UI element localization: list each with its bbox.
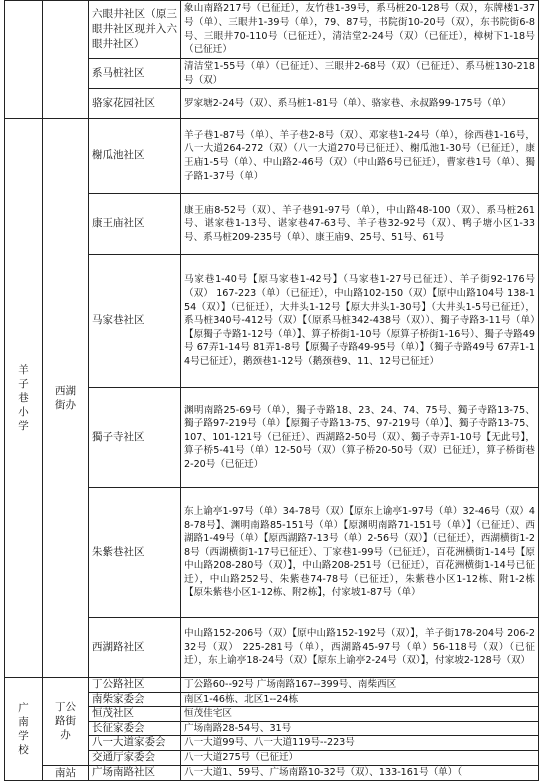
community-cell: 马家巷社区	[89, 255, 181, 388]
community-cell: 獨子寺社区	[89, 388, 181, 488]
community-cell: 丁公路社区	[89, 678, 181, 693]
community-cell: 恒茂社区	[89, 707, 181, 722]
school-name: 广南学校	[18, 701, 29, 756]
school-cell	[5, 678, 43, 781]
enrollment-table	[4, 0, 539, 781]
address-cell: 八一大道99号、八一大道119号--223号	[181, 736, 539, 751]
address-cell: 罗家塘2-24号（双）、系马桩1-81号（单）、骆家巷、永叔路99-175号（单）	[181, 89, 539, 119]
address-cell: 中山路152-206号（双）【原中山路152-192号（双）】，羊子街178-204号 206-232号（双） 225-281号（单），西湖路45-97号（单）56-118号（双）（已征迁），东上谕亭18-24号（双）【原东上谕亭2-24号（双）】，付家坡2-128号（双）	[181, 618, 539, 678]
address-cell: 象山南路217号（已征迁），友竹巷1-39号，系马桩20-128号（双），东牌楼1-37号（单）、三眼井1-39号（单），79、87号，书院街10-20号（双），东书院街6-8号、三眼井70-110号（已征迁），清洁堂2-24号（双）（已征迁），樟树下1-18号（已征迁）	[181, 1, 539, 59]
address-cell: 恒茂佳宅区	[181, 707, 539, 722]
address-cell: 东上谕亭1-97号（单）34-78号（双）【原东上谕亭1-97号（单）32-46号（双）48-78号】、渊明南路85-151号（单）【原渊明南路71-151号（单）】（已征迁）、西湖路1-49号（单）【原西湖路7-13号（单）2-56号（双）】（已征迁），西湖横街1-28号（西湖横街1-17号已征迁）、丁家巷1-99号（已征迁），百花洲横街1-14号【原中山路208-280号（双）】，中山路208-251号（已征迁），百花洲横街1-14号已征迁），中山路252号、朱紫巷74-78号（已征迁），朱紫巷小区1-12栋、附1-2栋【原朱紫巷小区1-12栋、附2栋】，付家坡1-87号（单）	[181, 488, 539, 618]
address-cell: 渊明南路25-69号（单），獨子寺路18、23、24、74、75号、獨子寺路13-75、獨子路97-219号（单）【原獨子寺路13-75、97-219号（单）】、獨子寺路13-75、107、101-121号（已征迁）、西湖路2-50号（双）、獨子寺弄1-10号【无此号】，算子桥5-41号（单）12-50号（双）（算子桥20-50号（双）已征迁），算子桥街巷2-20号（已征迁）	[181, 388, 539, 488]
community-cell: 八一大道家委会	[89, 736, 181, 751]
address-cell: 清洁堂1-55号（单）（已征迁）、三眼井2-68号（双）（已征迁）、系马桩130-218号（双）	[181, 59, 539, 89]
school-cell	[5, 119, 43, 678]
community-cell: 六眼井社区（原三眼井社区现并入六眼井社区）	[89, 1, 181, 59]
street-cell-blank	[43, 1, 89, 119]
street-name: 丁公路街办	[55, 701, 76, 742]
address-cell: 南区1-46栋、北区1--24栋	[181, 692, 539, 707]
street-cell	[43, 678, 89, 766]
street-name: 西湖街办	[55, 385, 76, 411]
community-cell: 朱紫巷社区	[89, 488, 181, 618]
address-cell: 八一大道1、59号、广场南路10-32号（双）、133-161号（单）（	[181, 765, 539, 780]
community-cell: 长征家委会	[89, 721, 181, 736]
street-cell	[43, 119, 89, 678]
address-cell: 康王庙8-52号（双）、羊子巷91-97号（单），中山路48-100（双）、系马桩261号、谌家巷1-13号、谌家巷47-63号、羊子巷32-92号（双）、鸭子塘小区1-33号、系马桩209-235号（单）、康王庙9、25号、51号、61号	[181, 194, 539, 255]
community-cell: 系马桩社区	[89, 59, 181, 89]
community-cell: 骆家花园社区	[89, 89, 181, 119]
address-cell: 马家巷1-40号【原马家巷1-42号】（马家巷1-27号已征迁）、羊子街92-176号（双） 167-223（单）（已征迁），中山路102-150（双）【原中山路104号 138-154（双）】（已征迁），大井头1-12号【原大井头1-30号】（大井头1-5号已征迁），系马桩340号-412号（双）【（原系马桩342-438号（双））、獨子寺路3-11号（单）【原獨子寺路1-12号（单）】、算子桥街1-10号（原算子桥街1-16号）、獨子寺路49号 67弄1-14号 81弄1-8号【原獨子寺路49-95号（单）】（獨子寺路49号 67弄1-14号已征迁），鹅颈巷1-12号（鹅颈巷9、11、12号已征迁）	[181, 255, 539, 388]
community-cell: 榭瓜池社区	[89, 119, 181, 194]
address-cell: 丁公路60--92号 广场南路167--399号、南柴西区	[181, 678, 539, 693]
community-cell: 交通厅家委会	[89, 750, 181, 765]
address-cell: 羊子巷1-87号（单）、羊子巷2-8号（双）、邓家巷1-24号（单），徐西巷1-16号，八一大道264-272（双）（八一大道270号已征迁）、榭瓜池1-30号（已征迁），康王庙1-5号（单）、中山路2-46号（双）（中山路6号已征迁），曹家巷1号（单）、獨子路1-37号（单）	[181, 119, 539, 194]
street-cell: 南站	[43, 765, 89, 780]
address-cell: 广场南路28-54号、31号	[181, 721, 539, 736]
school-cell-blank	[5, 1, 43, 119]
school-name: 羊子巷小学	[18, 364, 29, 432]
community-cell: 西湖路社区	[89, 618, 181, 678]
community-cell: 南柴家委会	[89, 692, 181, 707]
community-cell: 广场南路社区	[89, 765, 181, 780]
community-cell: 康王庙社区	[89, 194, 181, 255]
address-cell: 八一大道275号（已征迁）	[181, 750, 539, 765]
